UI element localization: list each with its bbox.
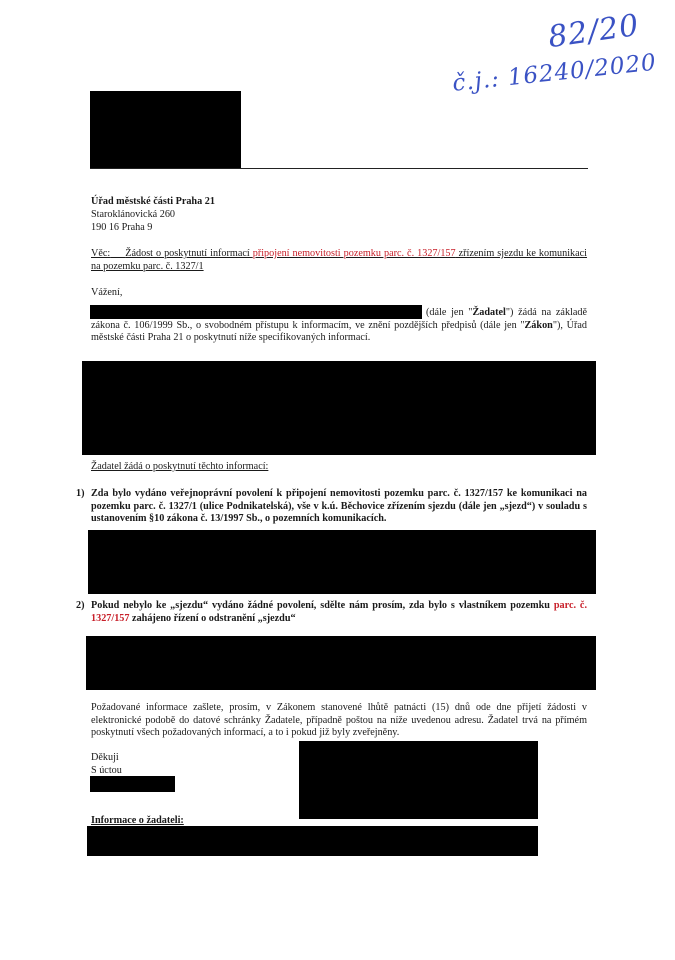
regards: S úctou bbox=[91, 765, 122, 776]
thanks: Děkuji bbox=[91, 752, 119, 763]
subject-text-2: zřízením sjezdu ke komunikaci na pozemku parc. č. 1327/1 bbox=[91, 248, 588, 272]
redacted-block-1 bbox=[82, 361, 596, 455]
intro-text-2: ") žádá na základě zákona č. 106/1999 Sb., o svobodném přístupu k informacím, ve znění pozdějších předpisů (dále jen " bbox=[91, 307, 588, 331]
intro-law-term: Zákon bbox=[524, 319, 553, 331]
subject-label: Věc: bbox=[91, 248, 111, 259]
redacted-block-3 bbox=[86, 636, 596, 690]
greeting: Vážení, bbox=[91, 287, 123, 298]
recipient-city: 190 16 Praha 9 bbox=[91, 222, 153, 233]
subject-line bbox=[91, 248, 587, 273]
redacted-signatory bbox=[90, 776, 175, 792]
redacted-letterhead bbox=[90, 91, 241, 168]
handwritten-reference-number: č.j.: 16240/2020 bbox=[451, 49, 658, 97]
letterhead-rule bbox=[90, 168, 588, 169]
intro-applicant-term: Žadatel bbox=[472, 307, 506, 318]
applicant-info-heading: Informace o žadateli: bbox=[91, 815, 184, 826]
subject-text-1: Žádost o poskytnutí informací bbox=[125, 248, 253, 259]
redacted-signature-block bbox=[299, 741, 538, 819]
request-2-text-a: Pokud nebylo ke „sjezdu“ vydáno žádné povolení, sdělte nám prosím, zda bylo s vlastníkem pozemku bbox=[91, 600, 554, 611]
request-1-number: 1) bbox=[76, 488, 85, 499]
recipient-street: Staroklánovická 260 bbox=[91, 209, 176, 220]
request-1-text: Zda bylo vydáno veřejnoprávní povolení k připojení nemovitosti pozemku parc. č. 1327/157 ke komunikaci na pozemku parc. č. 1327/1 (ulice Podnikatelská), vše v k.ú. Běchovice zřízením sjezdu (dále jen „sjezd“) v souladu s ustanovením §10 zákona č. 13/1997 Sb., o pozemních komunikacích. bbox=[91, 488, 587, 524]
request-2-text-b: zahájeno řízení o odstranění „sjezdu“ bbox=[129, 612, 296, 624]
requests-heading: Žadatel žádá o poskytnutí těchto informací: bbox=[91, 461, 269, 472]
closing-paragraph: Požadované informace zašlete, prosím, v Zákonem stanovené lhůtě patnácti (15) dnů ode dne přijetí žádosti v elektronické podobě do datové schránky Žadatele, případně poštou na níže uvedenou adresu. Žadatel trvá na přímém poskytnutí všech požadovaných informací, a to i pokud již byly zveřejněny. bbox=[91, 702, 587, 738]
redacted-applicant-info bbox=[87, 826, 538, 856]
redacted-block-2 bbox=[88, 530, 596, 594]
request-2-text bbox=[91, 600, 587, 625]
intro-paragraph bbox=[91, 307, 587, 345]
request-2-parcel-red: parc. č. 1327/157 bbox=[91, 600, 588, 624]
subject-parcel-red: připojení nemovitosti pozemku parc. č. 1327/157 bbox=[252, 248, 456, 259]
request-2-number: 2) bbox=[76, 600, 85, 611]
recipient-name: Úřad městské části Praha 21 bbox=[91, 196, 215, 207]
handwritten-file-number: 82/20 bbox=[546, 7, 642, 56]
intro-text-1: (dále jen " bbox=[426, 307, 473, 318]
intro-text-3: "), Úřad městské části Praha 21 o poskytnutí níže specifikovaných informací. bbox=[91, 319, 587, 343]
